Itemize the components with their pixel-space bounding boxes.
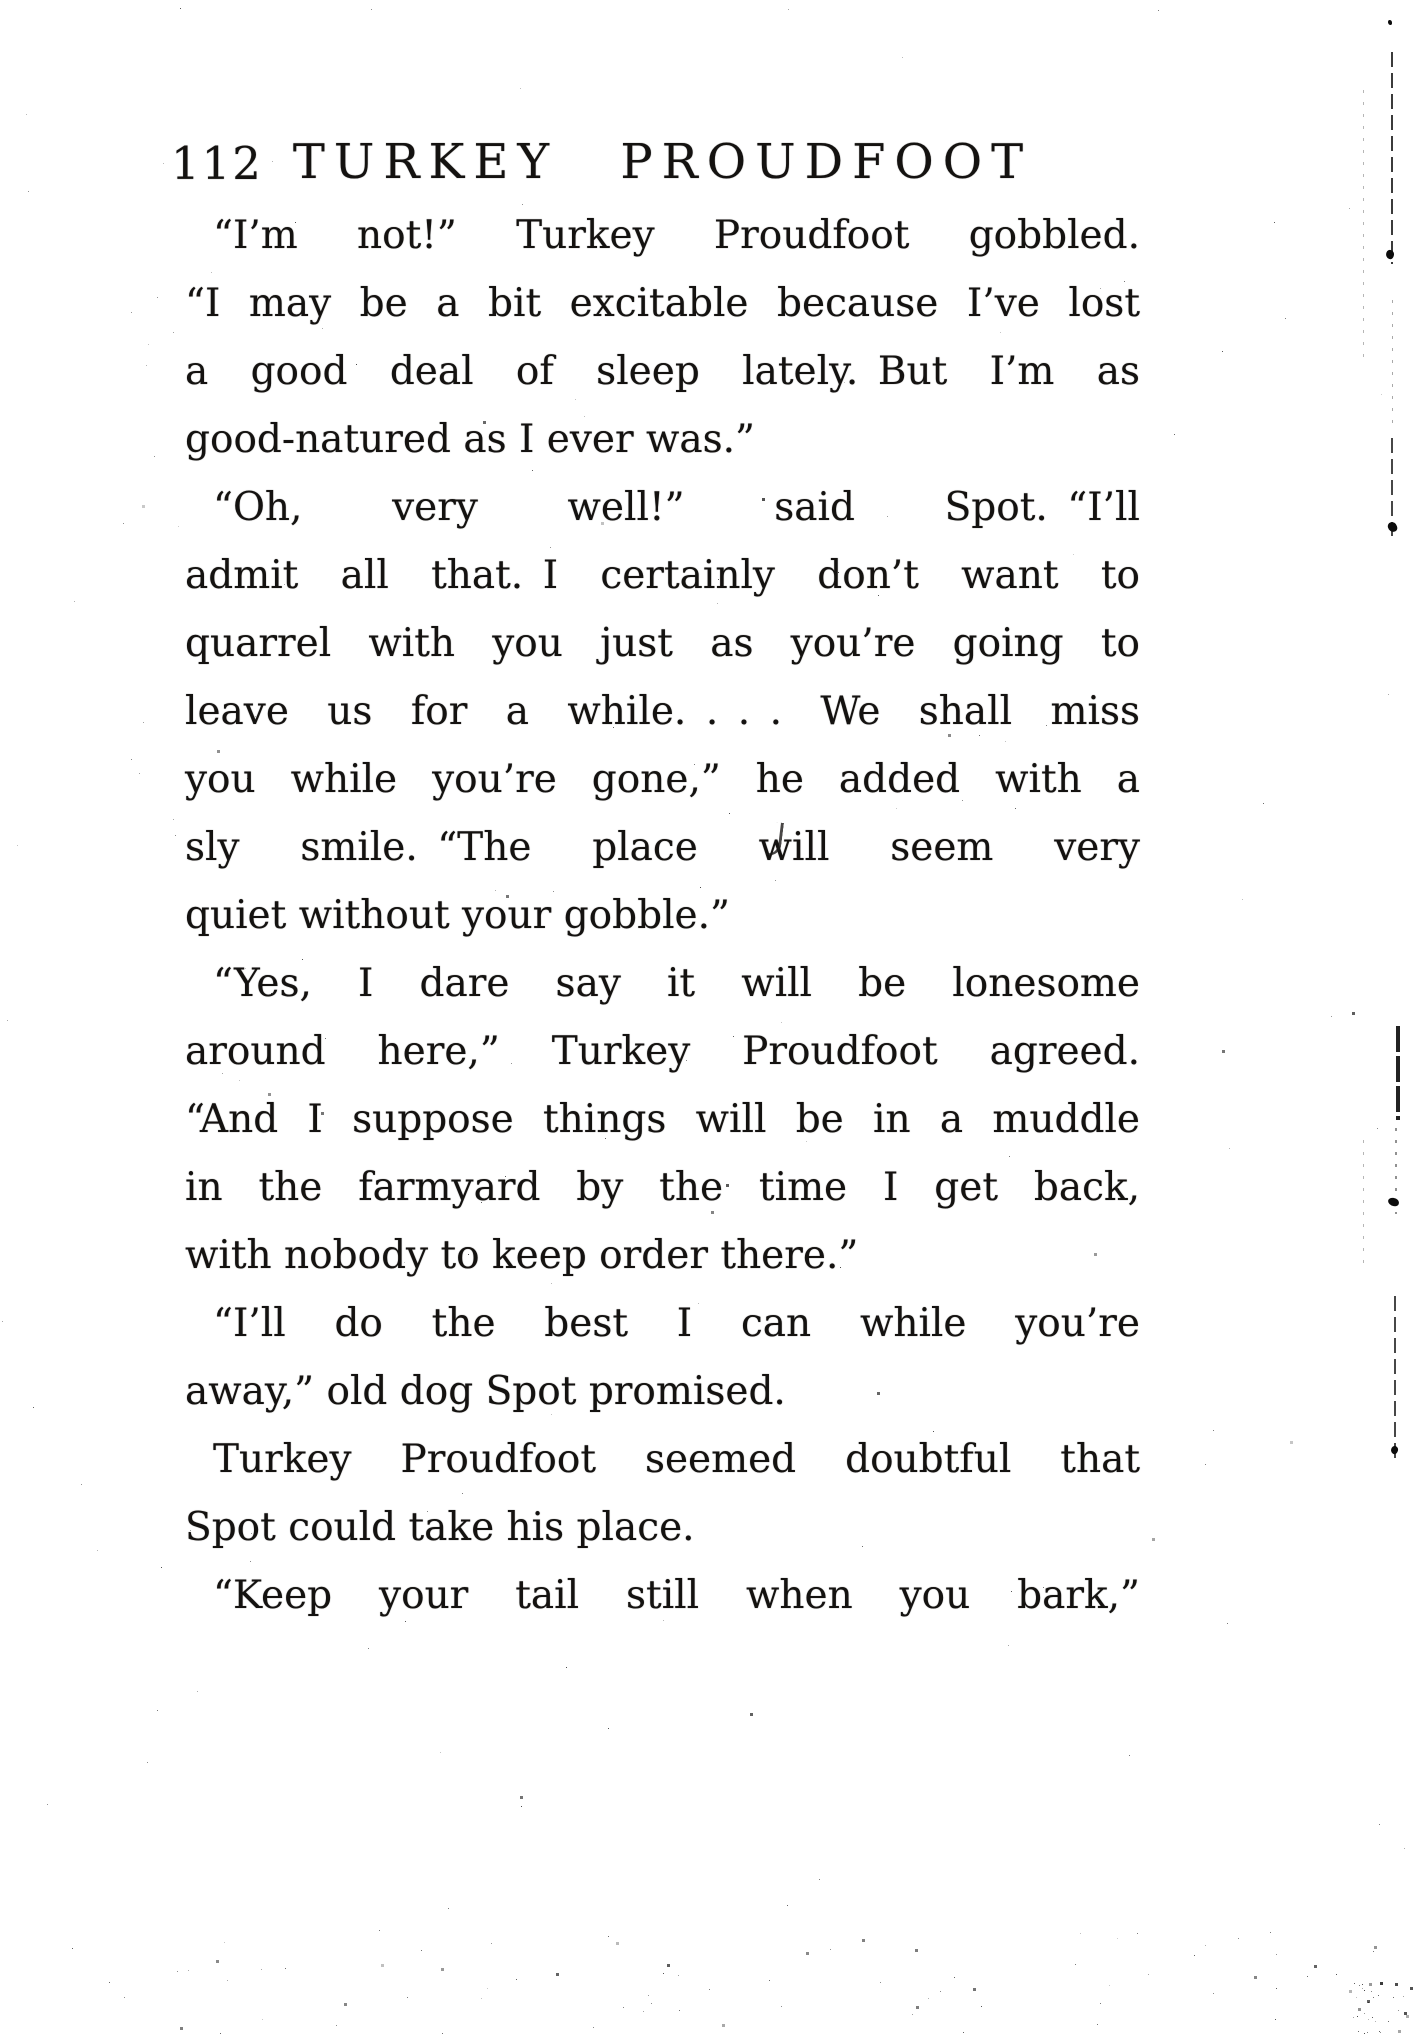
scan-artifact-blob bbox=[1389, 1445, 1399, 1455]
text-line: in the farmyard by the time I get back, bbox=[185, 1165, 1140, 1210]
text-line: Turkey Proudfoot seemed doubtful that bbox=[213, 1437, 1140, 1482]
scan-artifact-vline bbox=[1363, 1140, 1364, 1270]
text-line: away,” old dog Spot promised. bbox=[185, 1369, 786, 1414]
text-line: “Yes, I dare say it will be lonesome bbox=[213, 961, 1140, 1006]
text-line: “I’m not!” Turkey Proudfoot gobbled. bbox=[213, 213, 1140, 258]
scan-artifact-vline bbox=[1396, 1026, 1400, 1120]
text-line: “And I suppose things will be in a muddle bbox=[185, 1097, 1140, 1142]
text-line: “I’ll do the best I can while you’re bbox=[213, 1301, 1140, 1346]
text-line: with nobody to keep order there.” bbox=[185, 1233, 859, 1278]
text-line: sly smile. “The place will seem very bbox=[185, 825, 1140, 870]
text-line: quarrel with you just as you’re going to bbox=[185, 621, 1140, 666]
text-line: good-natured as I ever was.” bbox=[185, 417, 755, 462]
text-line: admit all that. I certainly don’t want to bbox=[185, 553, 1140, 598]
scan-artifact-vline bbox=[1394, 1296, 1396, 1458]
text-line: quiet without your gobble.” bbox=[185, 893, 730, 938]
text-line: you while you’re gone,” he added with a bbox=[185, 757, 1140, 802]
scan-artifact-vline bbox=[1391, 52, 1393, 264]
text-line: Spot could take his place. bbox=[185, 1505, 695, 1550]
page-body bbox=[185, 202, 1140, 1630]
text-line: leave us for a while. . . . We shall miss bbox=[185, 689, 1140, 734]
text-line: “I may be a bit excitable because I’ve lost bbox=[185, 281, 1140, 326]
text-line: around here,” Turkey Proudfoot agreed. bbox=[185, 1029, 1140, 1074]
scan-artifact-blob bbox=[1387, 521, 1398, 533]
scan-artifact-vline bbox=[1363, 90, 1364, 360]
page-title: TURKEY PROUDFOOT bbox=[292, 134, 1033, 190]
text-line: “Oh, very well!” said Spot. “I’ll bbox=[213, 485, 1140, 530]
page-header bbox=[171, 134, 1140, 196]
text-line: “Keep your tail still when you bark,” bbox=[213, 1573, 1140, 1618]
scan-artifact-blob bbox=[1385, 249, 1396, 260]
scan-artifact-vline bbox=[1392, 300, 1393, 430]
scan-artifact-blob bbox=[1388, 20, 1392, 25]
scan-artifact-blob bbox=[1387, 1197, 1399, 1207]
page-number: 112 bbox=[171, 137, 263, 190]
scan-speckles bbox=[0, 0, 1, 1]
text-line: a good deal of sleep lately. But I’m as bbox=[185, 349, 1140, 394]
